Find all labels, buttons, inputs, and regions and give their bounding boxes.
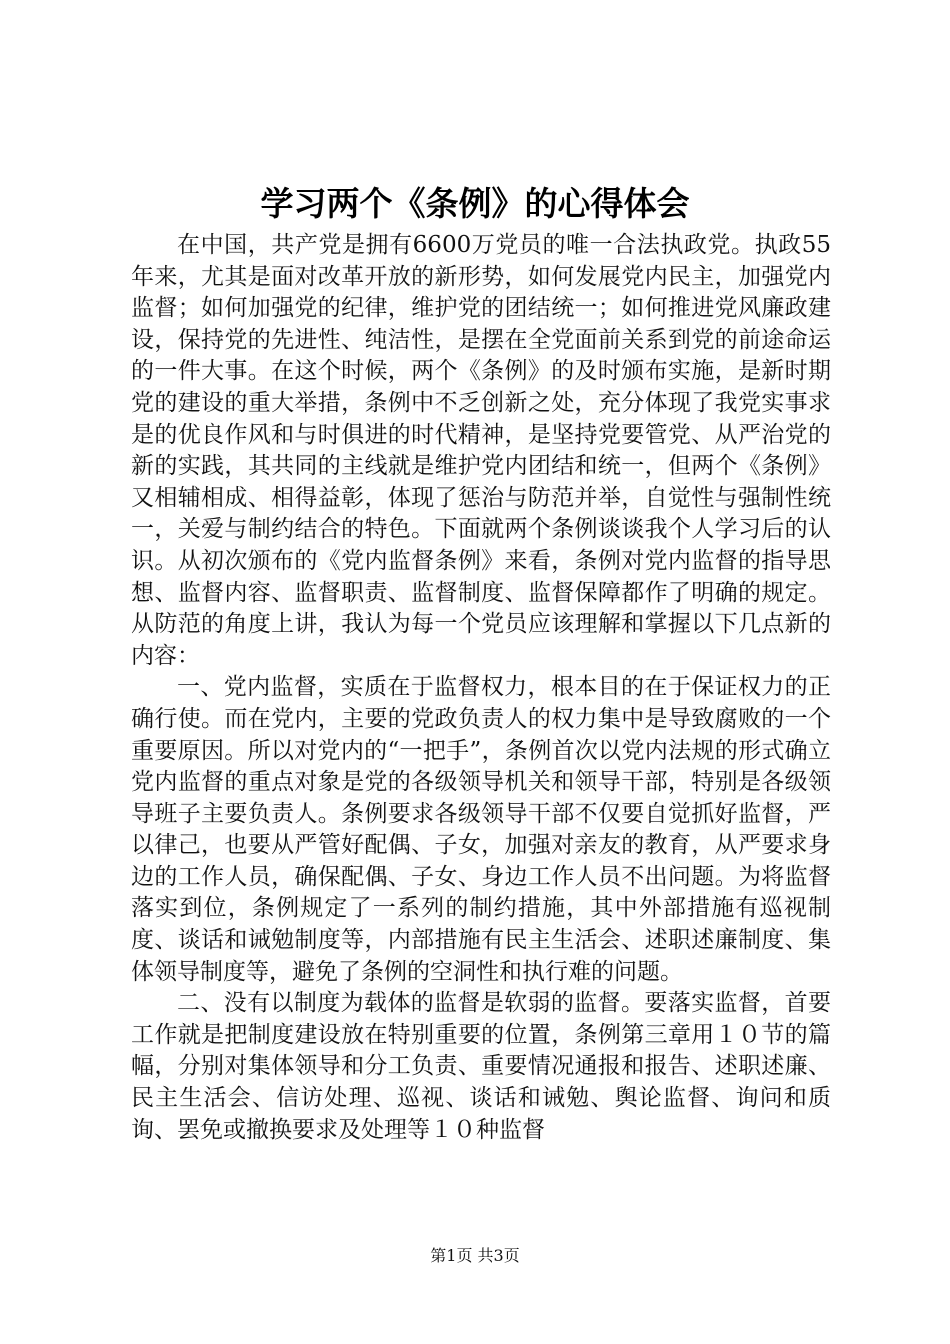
paragraph-point-two: 二、没有以制度为载体的监督是软弱的监督。要落实监督，首要工作就是把制度建设放在特别重要的位置，条例第三章用１０节的篇幅，分别对集体领导和分工负责、重要情况通报和报告、述职述廉、民主生活会、信访处理、巡视、谈话和诫勉、舆论监督、询问和质询、罢免或撤换要求及处理等１０种监督	[131, 990, 831, 1143]
document-body	[131, 230, 831, 1146]
page-footer: 第1页 共3页	[430, 1246, 520, 1265]
paragraph-intro: 在中国，共产党是拥有6600万党员的唯一合法执政党。执政55年来，尤其是面对改革开放的新形势，如何发展党内民主，加强党内监督；如何加强党的纪律，维护党的团结统一；如何推进党风廉政建设，保持党的先进性、纯洁性，是摆在全党面前关系到党的前途命运的一件大事。在这个时候，两个《条例》的及时颁布实施，是新时期党的建设的重大举措，条例中不乏创新之处，充分体现了我党实事求是的优良作风和与时俱进的时代精神，是坚持党要管党、从严治党的新的实践，其共同的主线就是维护党内团结和统一，但两个《条例》又相辅相成、相得益彰，体现了惩治与防范并举，自觉性与强制性统一，关爱与制约结合的特色。下面就两个条例谈谈我个人学习后的认识。从初次颁布的《党内监督条例》来看，条例对党内监督的指导思想、监督内容、监督职责、监督制度、监督保障都作了明确的规定。从防范的角度上讲，我认为每一个党员应该理解和掌握以下几点新的内容：	[131, 232, 831, 669]
paragraph-point-one: 一、党内监督，实质在于监督权力，根本目的在于保证权力的正确行使。而在党内，主要的党政负责人的权力集中是导致腐败的一个重要原因。所以对党内的“一把手”，条例首次以党内法规的形式确立党内监督的重点对象是党的各级领导机关和领导干部，特别是各级领导班子主要负责人。条例要求各级领导干部不仅要自觉抓好监督，严以律己，也要从严管好配偶、子女，加强对亲友的教育，从严要求身边的工作人员，确保配偶、子女、身边工作人员不出问题。为将监督落实到位，条例规定了一系列的制约措施，其中外部措施有巡视制度、谈话和诫勉制度等，内部措施有民主生活会、述职述廉制度、集体领导制度等，避免了条例的空洞性和执行难的问题。	[131, 674, 831, 985]
document-title: 学习两个《条例》的心得体会	[260, 184, 690, 223]
